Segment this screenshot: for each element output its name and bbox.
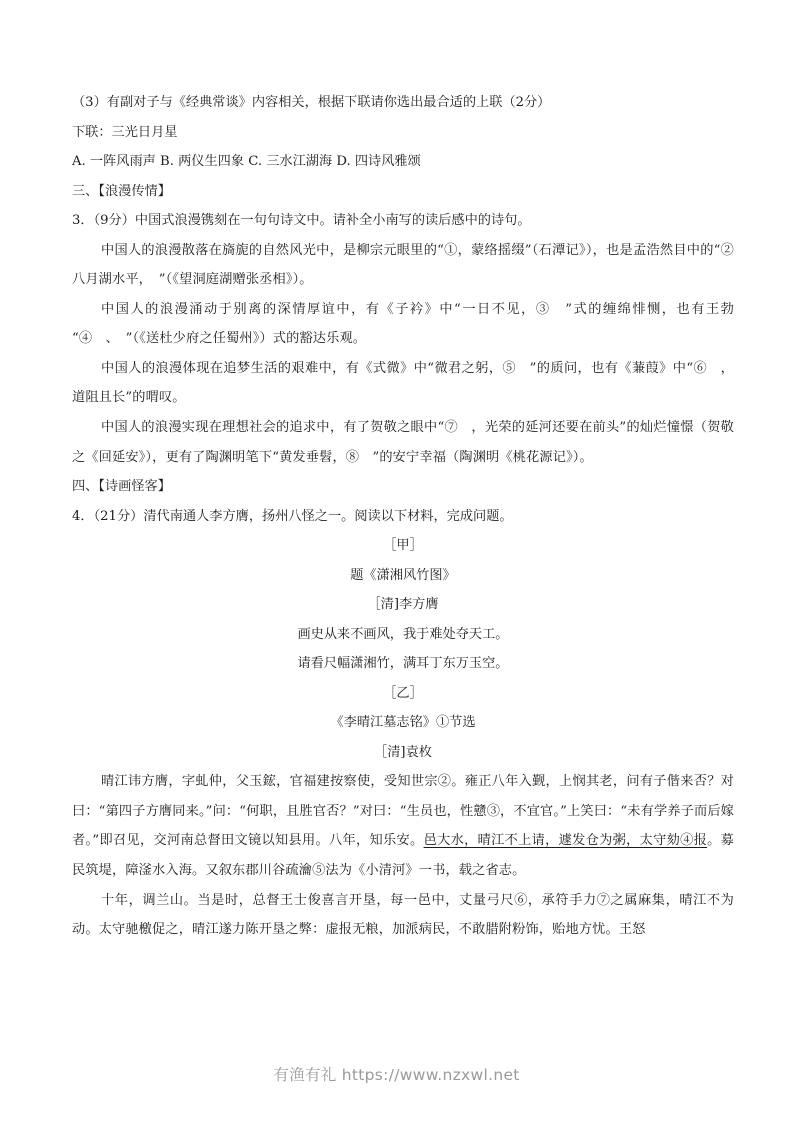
page-content (72, 88, 734, 945)
section-heading-four: 四、【诗画怪客】 (72, 479, 171, 495)
section-heading-three: 三、【浪漫传情】 (72, 183, 171, 199)
lower-couplet-line: 下联：三光日月星 (72, 124, 178, 140)
watermark-url: https://www.nzxwl.net (341, 1066, 520, 1084)
material-jia-poem-line-1: 画史从来不画风，我于难处夺天工。 (297, 626, 509, 642)
yi-p1-underlined-segment: 邑大水，晴江不上请，遽发仓为粥，太守劾④报 (423, 833, 708, 849)
question-3-number: 3． (72, 213, 94, 228)
question-3-stem (72, 206, 734, 236)
romance-paragraph-1: 中国人的浪漫散落在旖旎的自然风光中，是柳宗元眼里的“①，蒙络摇缀”（石潭记》），也是孟浩然目中的“②八月湖水平， ”（《望洞庭湖赠张丞相》）。 (72, 242, 734, 288)
question-4-number: 4． (72, 508, 94, 524)
material-yi-author: ［清]袁枚 (374, 744, 432, 760)
material-yi-paragraph-1 (72, 767, 734, 885)
material-jia-poem-line-2: 请看尺幅潇湘竹，满耳丁东万玉空。 (297, 656, 509, 672)
yi-p1-segment-1: 晴江讳方膺，字虬仲，父玉鋐，官福建按察使，受知世宗②。雍正八年入觐，上悯其老，问有子偕来否？对曰：“第四子方膺同来。”问：“何职，且胜官否？”对曰：“生员也，性戆③，不宜官。”上笑曰：“未有学养子而后嫁者。”即召见，交河南总督田文镜以知县用。八年，知乐安。 (72, 774, 734, 849)
material-yi-label: ［乙］ (383, 685, 423, 701)
question3-sub-prompt: （3）有副对子与《经典常谈》内容相关，根据下联请你选出最合适的上联（2分） (72, 95, 551, 110)
question-3-text: （9分）中国式浪漫镌刻在一句句诗文中。请补全小南写的读后感中的诗句。 (93, 213, 531, 228)
material-jia-label: ［甲］ (383, 538, 423, 554)
site-watermark (0, 1063, 793, 1085)
watermark-brand: 有渔有礼 (273, 1066, 337, 1084)
material-yi-title: 《李晴江墓志铭》①节选 (330, 715, 476, 731)
romance-paragraph-4: 中国人的浪漫实现在理想社会的追求中，有了贺敬之眼中“⑦ ，光荣的延河还要在前头”的灿烂憧憬（贺敬之《回延安》），更有了陶渊明笔下“黄发垂髫，⑧ ”的安宁幸福（陶渊明《桃花源记》）。 (72, 420, 734, 465)
yi-p1-segment-3: 。募民筑堤，障滏水入海。又叙东郡川谷疏瀹⑤法为《小清河》一书，载之省志。 (72, 833, 734, 879)
material-yi-paragraph-2: 十年，调兰山。当是时，总督王士俊喜言开垦，每一邑中，丈量弓尺⑥，承符手力⑦之属麻集，晴江不为动。太守驰檄促之，晴江遂力陈开垦之弊：虚报无粮，加派病民，不敢腊附粉饰，贻地方忧。王怒 (72, 892, 734, 938)
romance-paragraph-2: 中国人的浪漫涌动于别离的深情厚谊中，有《子衿》中“一日不见，③ ”式的缠绵悱恻，也有王勃“④ 、 ”（《送杜少府之任蜀州》）式的豁达乐观。 (72, 301, 734, 347)
couplet-options-line: A. 一阵风雨声 B. 两仪生四象 C. 三水江湖海 D. 四诗风雅颂 (72, 154, 421, 169)
material-jia-title: 题《潇湘风竹图》 (350, 567, 456, 583)
question-4-text: （21分）清代南通人李方膺，扬州八怪之一。阅读以下材料，完成问题。 (93, 508, 513, 524)
romance-paragraph-3: 中国人的浪漫体现在追梦生活的艰难中，有《式微》中“微君之躬，⑤ ”的质问，也有《蒹葭》中“⑥ ，道阻且长”的喟叹。 (72, 360, 734, 406)
material-jia-author: ［清]李方膺 (367, 597, 439, 613)
question-4-stem (72, 502, 734, 532)
